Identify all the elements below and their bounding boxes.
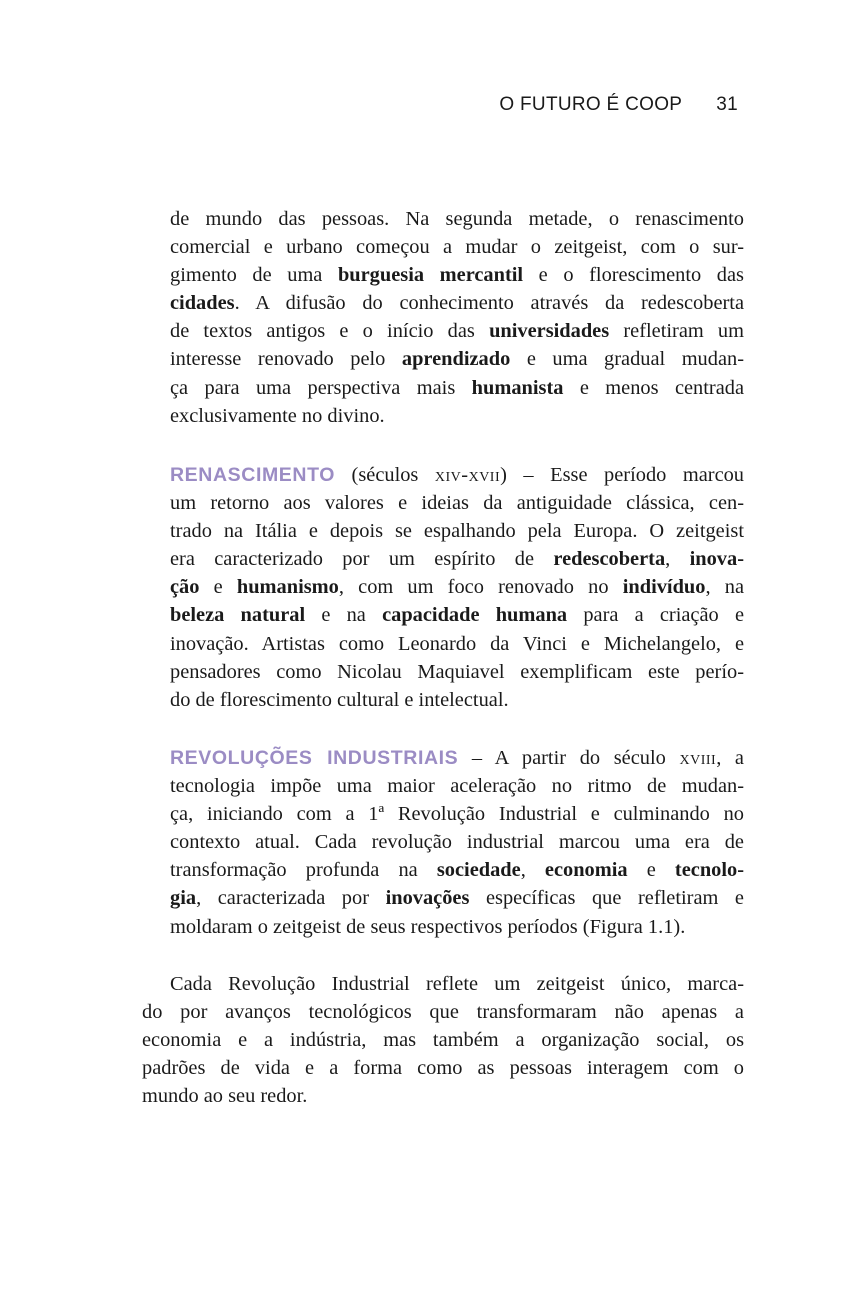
text-line: exclusivamente no divino. [170, 404, 385, 427]
text-line: contexto atual. Cada revolução industrial marcou uma era de [170, 831, 744, 854]
emphasis: redescoberta [553, 548, 666, 571]
text-line: moldaram o zeitgeist de seus respectivos períodos (Figura 1.1). [170, 915, 686, 938]
running-header-title: O FUTURO É COOP [499, 94, 683, 115]
section-lead-renascimento: RENASCIMENTO [170, 464, 336, 486]
text-line: interesse renovado pelo aprendizado e uma gradual mudan- [170, 348, 744, 371]
text-line: Cada Revolução Industrial reflete um zeitgeist único, marca- [170, 973, 744, 995]
emphasis: aprendizado [401, 348, 511, 371]
emphasis: capacidade humana [382, 604, 568, 627]
emphasis: humanista [471, 376, 564, 399]
text-line: comercial e urbano começou a mudar o zeitgeist, com o sur- [170, 236, 744, 259]
emphasis: tecnolo- [674, 859, 744, 882]
text-line: gia, caracterizada por inovações específicas que refletiram e [170, 887, 744, 910]
text-line: pensadores como Nicolau Maquiavel exemplificam este perío- [170, 660, 744, 683]
text-line: de mundo das pessoas. Na segunda metade, o renascimento [170, 208, 744, 230]
paragraph-cada-revolucao [142, 970, 744, 1110]
text-line: ça para uma perspectiva mais humanista e menos centrada [170, 376, 744, 399]
paragraph-renascimento [170, 461, 744, 714]
text-line: era caracterizado por um espírito de redescoberta, inova- [170, 548, 744, 571]
text-line: inovação. Artistas como Leonardo da Vinci e Michelangelo, e [170, 632, 744, 655]
paragraph-revolucoes-industriais [170, 744, 744, 941]
emphasis: beleza natural [170, 604, 306, 627]
section-lead-revolucoes: REVOLUÇÕES INDUSTRIAIS [170, 747, 459, 769]
emphasis: inovações [385, 887, 470, 910]
text-line: padrões de vida e a forma como as pessoas interagem com o [142, 1057, 744, 1080]
running-header [499, 94, 738, 116]
emphasis: economia [544, 859, 628, 882]
paragraph-medieval-continuation [170, 205, 744, 430]
page-number: 31 [716, 94, 738, 115]
emphasis: gia [170, 887, 197, 910]
text-line: trado na Itália e depois se espalhando pela Europa. O zeitgeist [170, 520, 744, 543]
emphasis: burguesia mercantil [337, 264, 524, 287]
text-line: ção e humanismo, com um foco renovado no indivíduo, na [170, 576, 744, 599]
text-line: transformação profunda na sociedade, economia e tecnolo- [170, 859, 744, 882]
emphasis: sociedade [436, 859, 521, 882]
emphasis: humanismo [236, 576, 339, 599]
text-line: REVOLUÇÕES INDUSTRIAIS – A partir do século xviii, a [170, 747, 744, 769]
emphasis: cidades [170, 292, 235, 315]
text-line: tecnologia impõe uma maior aceleração no ritmo de mudan- [170, 775, 744, 798]
emphasis: universidades [489, 320, 610, 343]
text-line: gimento de uma burguesia mercantil e o florescimento das [170, 264, 744, 287]
text-line: do por avanços tecnológicos que transformaram não apenas a [142, 1001, 744, 1024]
emphasis: ção [170, 576, 200, 599]
text-line: de textos antigos e o início das universidades refletiram um [170, 320, 744, 343]
text-line: cidades. A difusão do conhecimento através da redescoberta [170, 292, 744, 315]
emphasis: indivíduo [622, 576, 706, 599]
text-line: do de florescimento cultural e intelectual. [170, 688, 509, 711]
text-line: RENASCIMENTO (séculos xiv-xvii) – Esse período marcou [170, 464, 745, 486]
emphasis: inova- [689, 548, 744, 571]
text-line: mundo ao seu redor. [142, 1085, 308, 1108]
text-line: um retorno aos valores e ideias da antiguidade clássica, cen- [170, 492, 744, 515]
text-line: beleza natural e na capacidade humana para a criação e [170, 604, 744, 627]
text-line: economia e a indústria, mas também a organização social, os [142, 1029, 744, 1052]
text-line: ça, iniciando com a 1ª Revolução Industrial e culminando no [170, 803, 744, 826]
